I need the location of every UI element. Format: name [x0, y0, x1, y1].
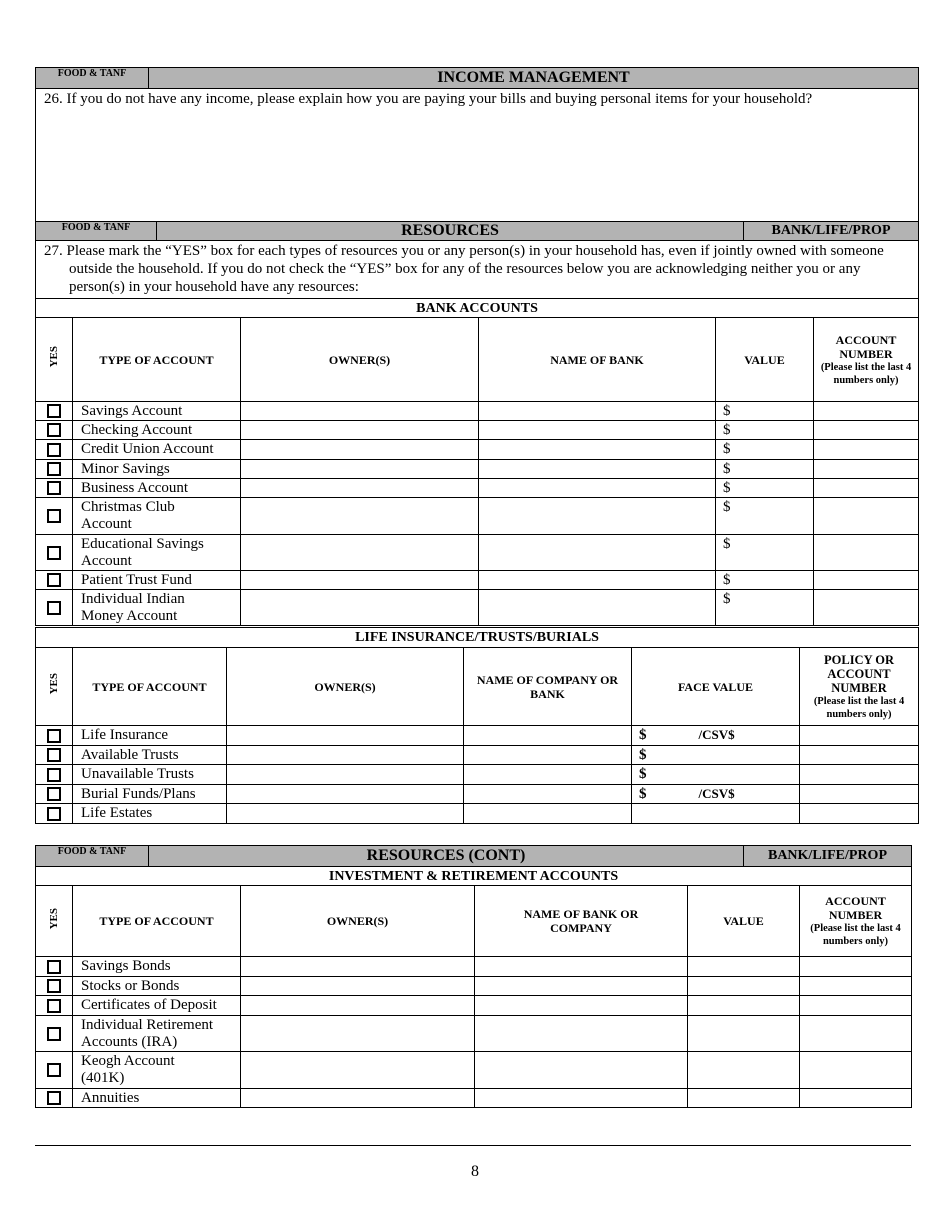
face-value-cell[interactable]: $ /CSV$	[632, 726, 800, 746]
face-value-cell[interactable]	[632, 804, 800, 824]
value-cell[interactable]	[688, 957, 800, 977]
policy-number-cell[interactable]	[800, 804, 919, 824]
policy-number-cell[interactable]	[800, 746, 919, 765]
account-number-cell[interactable]	[814, 421, 919, 440]
bank-or-company-cell[interactable]	[475, 996, 688, 1016]
account-number-cell[interactable]	[814, 479, 919, 498]
yes-checkbox[interactable]	[47, 1027, 61, 1041]
bank-name-cell[interactable]	[479, 440, 716, 460]
bank-or-company-cell[interactable]	[475, 1089, 688, 1108]
policy-number-cell[interactable]	[800, 785, 919, 804]
account-type-label: Unavailable Trusts	[73, 765, 227, 785]
owner-cell[interactable]	[241, 421, 479, 440]
resources-cont-program-tag: FOOD & TANF	[36, 846, 149, 867]
owner-cell[interactable]	[241, 1016, 475, 1052]
table-row	[36, 1052, 912, 1089]
account-type-label: Minor Savings	[73, 460, 241, 479]
account-type-label: Burial Funds/Plans	[73, 785, 227, 804]
value-cell[interactable]: $	[716, 571, 814, 590]
account-type-label: Checking Account	[73, 421, 241, 440]
yes-column-header: YES	[36, 318, 73, 402]
owner-cell[interactable]	[227, 746, 464, 765]
bank-name-cell[interactable]	[479, 498, 716, 535]
owner-cell[interactable]	[241, 440, 479, 460]
account-type-label: Annuities	[73, 1089, 241, 1108]
yes-checkbox[interactable]	[47, 1091, 61, 1105]
income-section-title: INCOME MANAGEMENT	[149, 68, 919, 89]
account-type-label: Certificates of Deposit	[73, 996, 241, 1016]
yes-column-header: YES	[36, 886, 73, 957]
owner-cell[interactable]	[241, 1089, 475, 1108]
yes-checkbox[interactable]	[47, 729, 61, 743]
answer-area-26[interactable]	[36, 108, 918, 218]
yes-checkbox[interactable]	[47, 481, 61, 495]
face-value-column-header: FACE VALUE	[632, 648, 800, 726]
bank-name-cell[interactable]	[479, 402, 716, 421]
table-row	[36, 1016, 912, 1052]
yes-checkbox[interactable]	[47, 404, 61, 418]
policy-number-cell[interactable]	[800, 765, 919, 785]
table-row	[36, 535, 919, 571]
account-number-cell[interactable]	[814, 402, 919, 421]
value-cell[interactable]: $	[716, 402, 814, 421]
bank-name-cell[interactable]	[479, 479, 716, 498]
yes-checkbox[interactable]	[47, 423, 61, 437]
owner-cell[interactable]	[241, 479, 479, 498]
page-number: 8	[471, 1163, 479, 1180]
account-type-label: Business Account	[73, 479, 241, 498]
yes-checkbox[interactable]	[47, 787, 61, 801]
owner-cell[interactable]	[241, 1052, 475, 1089]
account-number-cell[interactable]	[814, 590, 919, 626]
type-column-header: TYPE OF ACCOUNT	[73, 318, 241, 402]
owner-cell[interactable]	[227, 804, 464, 824]
policy-number-cell[interactable]	[800, 726, 919, 746]
face-value-cell[interactable]: $	[632, 746, 800, 765]
table-row	[36, 402, 919, 421]
owner-cell[interactable]	[241, 460, 479, 479]
account-type-label: Stocks or Bonds	[73, 977, 241, 996]
investment-heading: INVESTMENT & RETIREMENT ACCOUNTS	[36, 867, 912, 886]
table-row	[36, 571, 919, 590]
yes-checkbox[interactable]	[47, 768, 61, 782]
account-number-cell[interactable]	[800, 957, 912, 977]
account-type-label: Available Trusts	[73, 746, 227, 765]
owner-column-header: OWNER(S)	[241, 886, 475, 957]
value-cell[interactable]: $	[716, 479, 814, 498]
table-row	[36, 590, 919, 626]
owner-cell[interactable]	[227, 785, 464, 804]
value-cell[interactable]	[688, 1089, 800, 1108]
account-type-label: Life Estates	[73, 804, 227, 824]
company-column-header: NAME OF COMPANY OR BANK	[464, 648, 632, 726]
owner-cell[interactable]	[241, 498, 479, 535]
company-cell[interactable]	[464, 746, 632, 765]
table-row	[36, 785, 919, 804]
value-cell[interactable]	[688, 977, 800, 996]
bank-or-company-cell[interactable]	[475, 957, 688, 977]
bank-name-cell[interactable]	[479, 590, 716, 626]
account-number-cell[interactable]	[800, 1089, 912, 1108]
yes-checkbox[interactable]	[47, 462, 61, 476]
policy-number-column-header: POLICY OR ACCOUNT NUMBER (Please list the last 4 numbers only)	[800, 648, 919, 726]
value-column-header: VALUE	[716, 318, 814, 402]
resources-right-tag: BANK/LIFE/PROP	[744, 222, 919, 241]
company-cell[interactable]	[464, 726, 632, 746]
owner-column-header: OWNER(S)	[227, 648, 464, 726]
table-row	[36, 746, 919, 765]
bank-name-cell[interactable]	[479, 460, 716, 479]
type-column-header: TYPE OF ACCOUNT	[73, 648, 227, 726]
investment-accounts-table	[35, 866, 912, 1108]
resources-cont-right-tag: BANK/LIFE/PROP	[744, 846, 912, 867]
type-column-header: TYPE OF ACCOUNT	[73, 886, 241, 957]
yes-checkbox[interactable]	[47, 979, 61, 993]
account-number-column-header: ACCOUNT NUMBER (Please list the last 4 numbers only)	[814, 318, 919, 402]
account-type-label: Credit Union Account	[73, 440, 241, 460]
table-row	[36, 977, 912, 996]
face-value-cell[interactable]: $ /CSV$	[632, 785, 800, 804]
value-cell[interactable]: $	[716, 421, 814, 440]
bank-name-cell[interactable]	[479, 571, 716, 590]
income-section	[35, 67, 919, 222]
value-column-header: VALUE	[688, 886, 800, 957]
account-type-label: Individual Indian Money Account	[73, 590, 241, 626]
life-insurance-heading: LIFE INSURANCE/TRUSTS/BURIALS	[36, 628, 919, 648]
owner-cell[interactable]	[227, 765, 464, 785]
account-number-cell[interactable]	[814, 571, 919, 590]
resources-cont-header	[35, 845, 912, 867]
yes-checkbox[interactable]	[47, 601, 61, 615]
account-type-label: Savings Bonds	[73, 957, 241, 977]
owner-cell[interactable]	[241, 590, 479, 626]
table-row	[36, 1089, 912, 1108]
resources-program-tag: FOOD & TANF	[36, 222, 157, 241]
bank-or-company-cell[interactable]	[475, 1016, 688, 1052]
value-cell[interactable]	[688, 1016, 800, 1052]
bank-accounts-heading: BANK ACCOUNTS	[36, 299, 919, 318]
table-row	[36, 996, 912, 1016]
resources-header	[35, 221, 919, 298]
owner-cell[interactable]	[241, 535, 479, 571]
table-row	[36, 460, 919, 479]
owner-cell[interactable]	[241, 957, 475, 977]
owner-cell[interactable]	[241, 402, 479, 421]
table-row	[36, 440, 919, 460]
value-cell[interactable]	[688, 1052, 800, 1089]
owner-column-header: OWNER(S)	[241, 318, 479, 402]
account-number-cell[interactable]	[814, 440, 919, 460]
account-number-cell[interactable]	[814, 460, 919, 479]
bank-accounts-table	[35, 298, 919, 626]
life-insurance-table	[35, 627, 919, 824]
account-number-cell[interactable]	[800, 1052, 912, 1089]
account-number-cell[interactable]	[800, 1016, 912, 1052]
value-cell[interactable]	[688, 996, 800, 1016]
owner-cell[interactable]	[241, 996, 475, 1016]
owner-cell[interactable]	[241, 571, 479, 590]
owner-cell[interactable]	[241, 977, 475, 996]
question-27: 27. Please mark the “YES” box for each types of resources you or any person(s) in your household has, even if jointly owned with someone outside the household. If you do not check the “YES” box for any of the resources below you are acknowledging neither you or any person(s) in your household have any resources:	[44, 243, 884, 295]
account-type-label: Patient Trust Fund	[73, 571, 241, 590]
yes-checkbox[interactable]	[47, 546, 61, 560]
resources-section-title: RESOURCES	[157, 222, 744, 241]
account-type-label: Educational Savings Account	[73, 535, 241, 571]
company-cell[interactable]	[464, 765, 632, 785]
value-cell[interactable]: $	[716, 590, 814, 626]
account-number-cell[interactable]	[800, 977, 912, 996]
value-cell[interactable]: $	[716, 460, 814, 479]
value-cell[interactable]: $	[716, 498, 814, 535]
yes-checkbox[interactable]	[47, 443, 61, 457]
account-type-label: Individual Retirement Accounts (IRA)	[73, 1016, 241, 1052]
resources-cont-title: RESOURCES (CONT)	[149, 846, 744, 867]
bank-or-company-column-header: NAME OF BANK OR COMPANY	[475, 886, 688, 957]
yes-checkbox[interactable]	[47, 999, 61, 1013]
account-number-cell[interactable]	[814, 535, 919, 571]
owner-cell[interactable]	[227, 726, 464, 746]
account-type-label: Keogh Account (401K)	[73, 1052, 241, 1089]
account-number-column-header: ACCOUNT NUMBER (Please list the last 4 numbers only)	[800, 886, 912, 957]
question-26: 26. If you do not have any income, please explain how you are paying your bills and buying personal items for your household?	[44, 91, 813, 107]
account-type-label: Savings Account	[73, 402, 241, 421]
bank-name-cell[interactable]	[479, 421, 716, 440]
table-row	[36, 726, 919, 746]
company-cell[interactable]	[464, 804, 632, 824]
yes-checkbox[interactable]	[47, 509, 61, 523]
table-row	[36, 498, 919, 535]
value-cell[interactable]: $	[716, 535, 814, 571]
table-row	[36, 765, 919, 785]
bank-or-company-cell[interactable]	[475, 1052, 688, 1089]
bank-name-column-header: NAME OF BANK	[479, 318, 716, 402]
table-row	[36, 957, 912, 977]
bank-name-cell[interactable]	[479, 535, 716, 571]
footer-divider	[35, 1145, 911, 1146]
yes-checkbox[interactable]	[47, 748, 61, 762]
account-number-cell[interactable]	[814, 498, 919, 535]
yes-checkbox[interactable]	[47, 1063, 61, 1077]
table-row	[36, 804, 919, 824]
bank-or-company-cell[interactable]	[475, 977, 688, 996]
income-program-tag: FOOD & TANF	[36, 68, 149, 89]
yes-column-header: YES	[36, 648, 73, 726]
account-type-label: Christmas Club Account	[73, 498, 241, 535]
yes-checkbox[interactable]	[47, 573, 61, 587]
value-cell[interactable]: $	[716, 440, 814, 460]
table-row	[36, 421, 919, 440]
yes-checkbox[interactable]	[47, 960, 61, 974]
account-type-label: Life Insurance	[73, 726, 227, 746]
account-number-cell[interactable]	[800, 996, 912, 1016]
table-row	[36, 479, 919, 498]
face-value-cell[interactable]: $	[632, 765, 800, 785]
yes-checkbox[interactable]	[47, 807, 61, 821]
company-cell[interactable]	[464, 785, 632, 804]
